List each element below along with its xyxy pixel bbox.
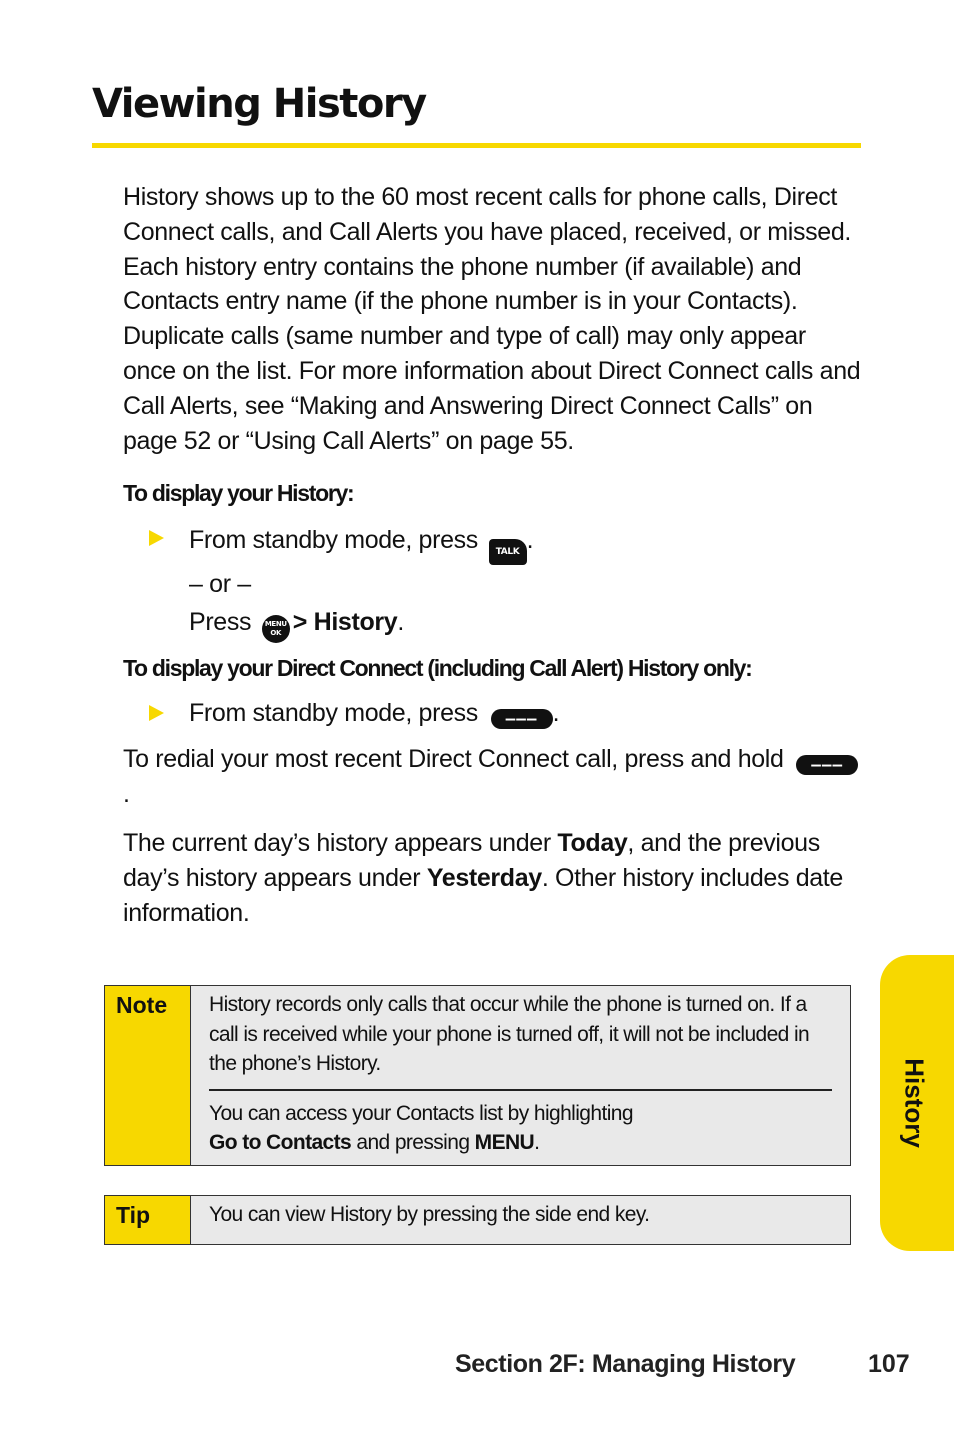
section2-heading: To display your Direct Connect (including Call Alert) History only: bbox=[123, 655, 752, 682]
direct-connect-key-icon: ‒‒‒ bbox=[491, 709, 553, 729]
menu-key-bottom: OK bbox=[270, 629, 282, 638]
tip-text: You can view History by pressing the side end key. bbox=[209, 1203, 650, 1226]
note-text-2-mid: and pressing bbox=[356, 1131, 470, 1154]
page-title: Viewing History bbox=[92, 81, 426, 127]
current-text-2: , and the previous day’s history appears under bbox=[123, 828, 820, 892]
note-box bbox=[104, 985, 851, 1166]
side-tab-label: History bbox=[899, 1058, 930, 1148]
yesterday-label: Yesterday bbox=[426, 863, 542, 892]
talk-key-icon: TALK bbox=[489, 539, 527, 565]
section2-step bbox=[123, 696, 863, 730]
step-arrow-icon bbox=[149, 705, 164, 721]
redial-paragraph bbox=[123, 742, 863, 812]
tip-label: Tip bbox=[105, 1196, 191, 1244]
intro-paragraph: History shows up to the 60 most recent calls for phone calls, Direct Connect calls, and Call Alerts you have placed, received, or missed. Each history entry contains the phone number (if available) and Contacts entry name (if the phone number is in your Contacts). Duplicate calls (same number and type of call) may only appear once on the list. For more information about Direct Connect calls and Call Alerts, see “Making and Answering Direct Connect Calls” on page 52 or “Using Call Alerts” on page 55. bbox=[123, 183, 861, 455]
note-label: Note bbox=[105, 986, 191, 1165]
period: . bbox=[552, 699, 560, 728]
main-content bbox=[123, 180, 863, 930]
current-text-3: . Other history includes date information. bbox=[123, 863, 843, 927]
chevron-right-icon: > bbox=[292, 608, 308, 637]
step-arrow-icon bbox=[149, 530, 164, 546]
press-label: Press bbox=[189, 608, 252, 637]
step-text: From standby mode, press bbox=[189, 526, 478, 555]
history-menu-item: History bbox=[313, 608, 398, 637]
page-number: 107 bbox=[868, 1350, 910, 1378]
menu-label: MENU bbox=[474, 1131, 535, 1154]
go-to-contacts-label: Go to Contacts bbox=[209, 1131, 352, 1154]
footer-section: Section 2F: Managing History bbox=[455, 1350, 796, 1378]
period: . bbox=[526, 526, 534, 555]
title-underline bbox=[92, 143, 861, 148]
note-text-2 bbox=[209, 1099, 832, 1158]
note-text-1: History records only calls that occur while the phone is turned on. If a call is received while your phone is turned off, it will not be included in the phone’s History. bbox=[209, 993, 810, 1075]
or-separator: – or – bbox=[189, 570, 251, 599]
period: . bbox=[397, 608, 404, 637]
menu-ok-key-icon bbox=[262, 615, 290, 643]
today-label: Today bbox=[557, 828, 628, 857]
menu-key-top: MENU bbox=[264, 620, 287, 629]
current-day-paragraph bbox=[123, 826, 863, 930]
redial-text: To redial your most recent Direct Connect call, press and hold bbox=[123, 745, 784, 774]
note-text-2-pre: You can access your Contacts list by highlighting bbox=[209, 1101, 633, 1125]
step-text: From standby mode, press bbox=[189, 699, 478, 728]
direct-connect-key-icon: ‒‒‒ bbox=[796, 755, 858, 775]
press-menu-line bbox=[189, 603, 863, 643]
section1-step bbox=[123, 521, 863, 643]
tip-box bbox=[104, 1195, 851, 1245]
note-content bbox=[191, 986, 850, 1165]
note-divider bbox=[209, 1089, 832, 1091]
section1-heading: To display your History: bbox=[123, 480, 354, 507]
period: . bbox=[534, 1131, 540, 1154]
period: . bbox=[123, 780, 130, 809]
current-text-1: The current day’s history appears under bbox=[123, 828, 551, 857]
